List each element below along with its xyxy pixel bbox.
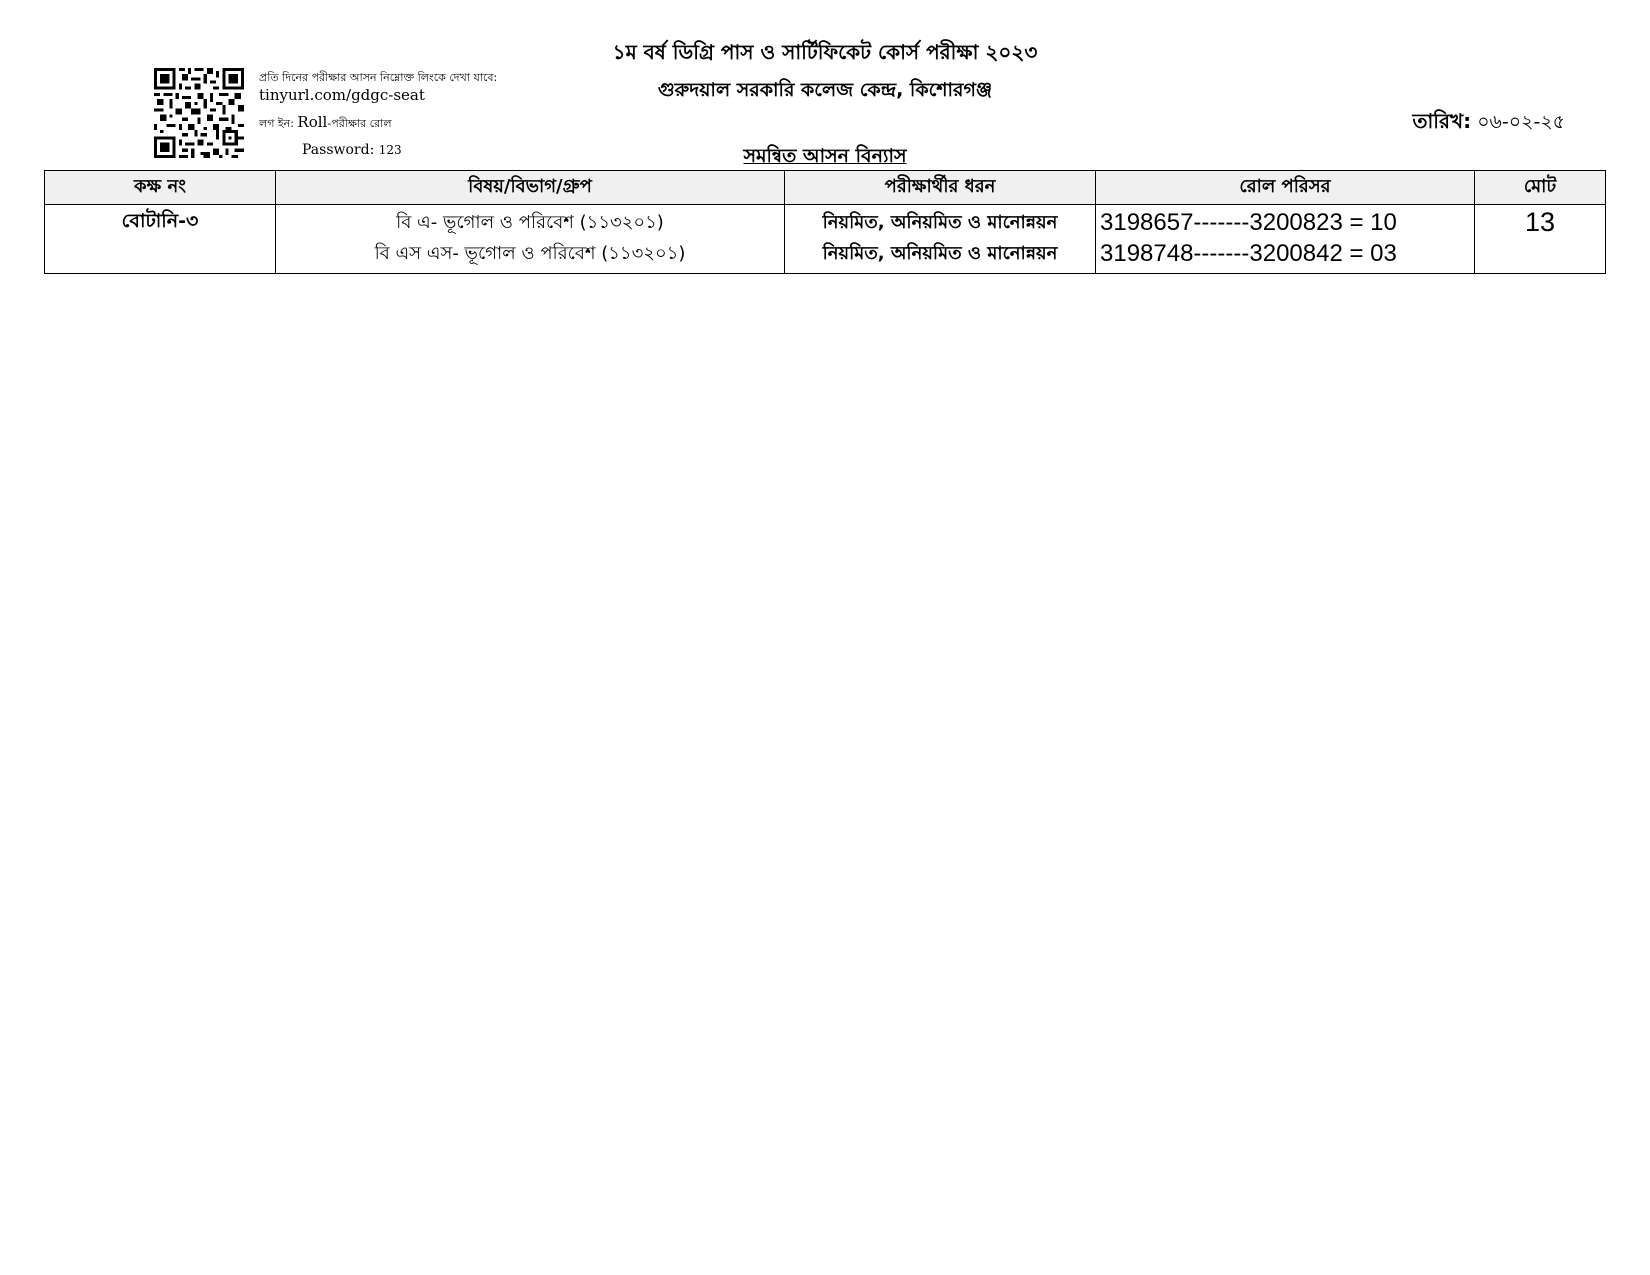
header-type: পরীক্ষার্থীর ধরন xyxy=(785,171,1096,205)
login-suffix: -পরীক্ষার রোল xyxy=(327,117,392,130)
header-total: মোট xyxy=(1475,171,1606,205)
subject-line: বি এ- ভূগোল ও পরিবেশ (১১৩২০১) xyxy=(396,212,664,233)
table-header-row xyxy=(45,171,1606,205)
login-prefix: লগ ইন: xyxy=(259,117,294,130)
header-subject: বিষয়/বিভাগ/গ্রুপ xyxy=(276,171,785,205)
header-roll: রোল পরিসর xyxy=(1096,171,1475,205)
login-info xyxy=(259,107,497,138)
link-info-text: প্রতি দিনের পরীক্ষার আসন নিম্নোক্ত লিংকে দেখা যাবে: xyxy=(259,71,498,84)
roll-range-line: 3198748-------3200842 = 03 xyxy=(1100,240,1397,267)
password-label: Password: xyxy=(302,142,375,158)
room-cell: বোটানি-৩ xyxy=(45,205,276,274)
roll-range-line: 3198657-------3200823 = 10 xyxy=(1100,209,1397,236)
seat-plan-table xyxy=(44,170,1606,274)
table-row xyxy=(45,205,1606,274)
date-value: ০৬-০২-২৫ xyxy=(1477,111,1565,133)
type-cell xyxy=(785,205,1096,274)
header-room: কক্ষ নং xyxy=(45,171,276,205)
subject-cell xyxy=(276,205,785,274)
exam-date xyxy=(1412,107,1565,140)
password-value: 123 xyxy=(378,143,402,157)
exam-title: ১ম বর্ষ ডিগ্রি পাস ও সার্টিফিকেট কোর্স পরীক্ষা ২০২৩ xyxy=(612,40,1038,64)
exam-center: গুরুদয়াল সরকারি কলেজ কেন্দ্র, কিশোরগঞ্জ xyxy=(657,79,993,101)
total-cell: 13 xyxy=(1475,205,1606,274)
date-label: তারিখ: xyxy=(1412,109,1472,133)
type-line: নিয়মিত, অনিয়মিত ও মানোন্নয়ন xyxy=(822,212,1058,233)
seat-url[interactable]: tinyurl.com/gdgc-seat xyxy=(259,86,425,104)
section-title-text: সমন্বিত আসন বিন্যাস xyxy=(743,145,907,167)
login-roll: Roll xyxy=(297,113,328,131)
roll-range-cell xyxy=(1096,205,1475,274)
type-line: নিয়মিত, অনিয়মিত ও মানোন্নয়ন xyxy=(822,243,1058,264)
subject-line: বি এস এস- ভূগোল ও পরিবেশ (১১৩২০১) xyxy=(374,243,686,264)
